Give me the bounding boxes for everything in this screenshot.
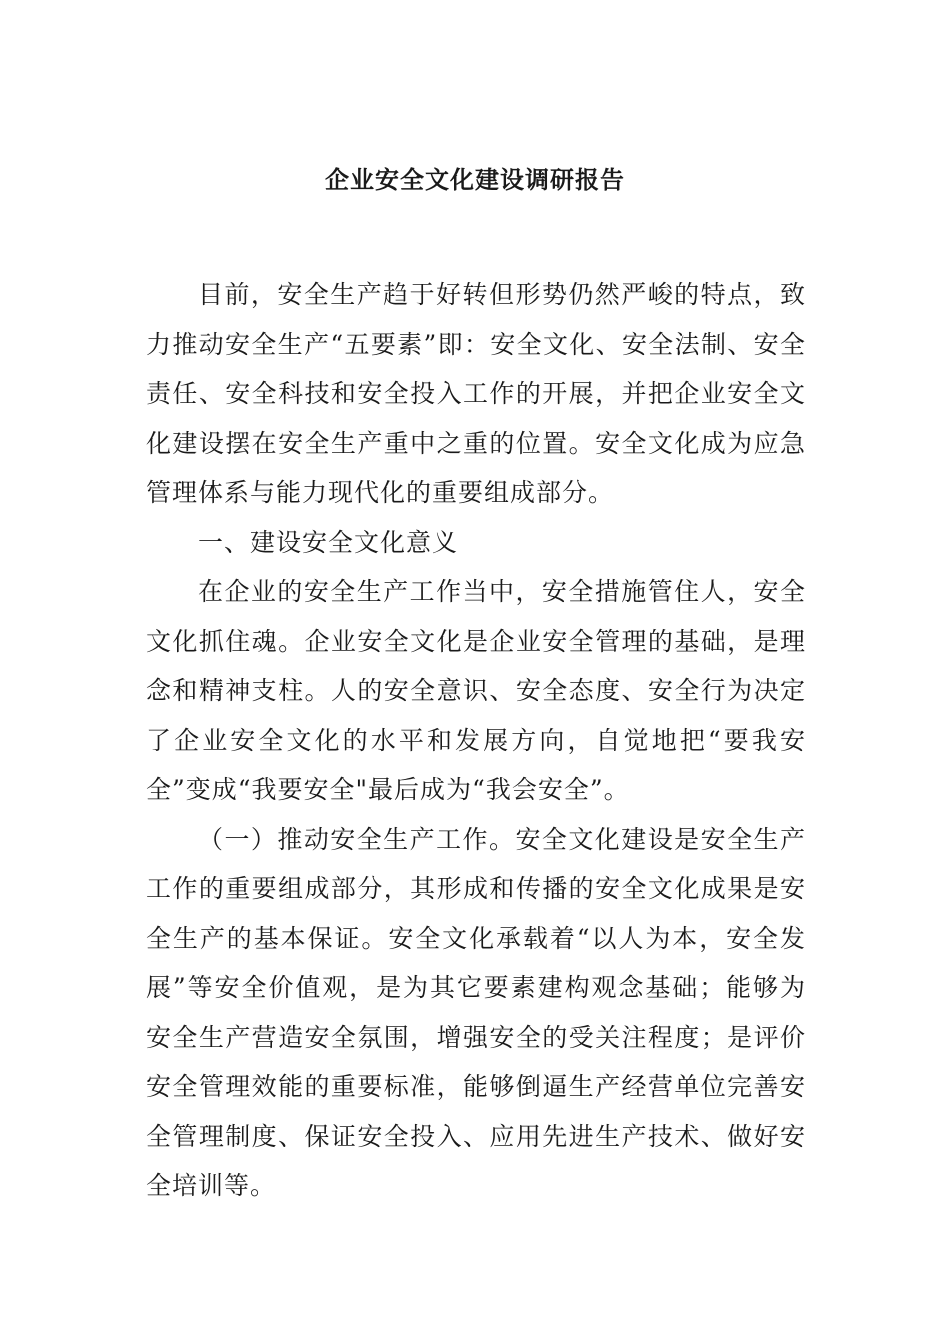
intro-paragraph: 目前，安全生产趋于好转但形势仍然严峻的特点，致力推动安全生产“五要素”即：安全文化、安全法制、安全责任、安全科技和安全投入工作的开展，并把企业安全文化建设摆在安全生产重中之重的位置。安全文化成为应急管理体系与能力现代化的重要组成部分。 bbox=[146, 280, 806, 507]
section-heading: 一、建设安全文化意义 bbox=[198, 527, 459, 557]
body-paragraph: 在企业的安全生产工作当中，安全措施管住人，安全文化抓住魂。企业安全文化是企业安全管理的基础，是理念和精神支柱。人的安全意识、安全态度、安全行为决定了企业安全文化的水平和发展方向，自觉地把“要我安全”变成“我要安全"最后成为“我会安全”。 bbox=[146, 577, 806, 804]
document-title: 企业安全文化建设调研报告 bbox=[325, 165, 625, 194]
subsection-paragraph: （一）推动安全生产工作。安全文化建设是安全生产工作的重要组成部分，其形成和传播的安全文化成果是安全生产的基本保证。安全文化承载着“以人为本，安全发展”等安全价值观，是为其它要素建构观念基础；能够为安全生产营造安全氛围，增强安全的受关注程度；是评价安全管理效能的重要标准，能够倒逼生产经营单位完善安全管理制度、保证安全投入、应用先进生产技术、做好安全培训等。 bbox=[146, 824, 806, 1200]
document-body bbox=[146, 270, 806, 1211]
